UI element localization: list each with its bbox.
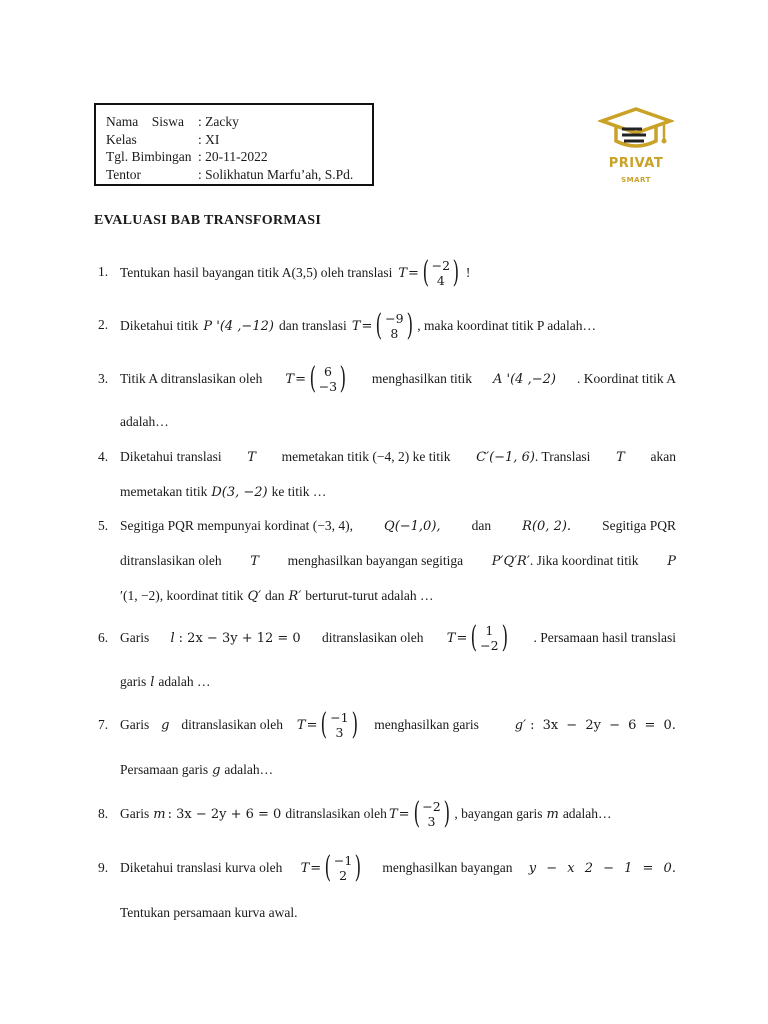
question-line — [120, 484, 676, 500]
question-line — [120, 414, 676, 430]
math-symbol: T — [616, 449, 625, 465]
translation-vector — [398, 255, 461, 290]
info-label: Tgl. Bimbingan — [106, 149, 192, 164]
equals-sign: = — [306, 717, 318, 733]
vector-bottom: −3 — [318, 379, 338, 394]
math-symbol: m — [546, 806, 559, 822]
question-text: ditranslasikan oleh — [120, 553, 222, 568]
math-expression: Q(−1,0), — [384, 518, 441, 534]
question-number: 1. — [98, 264, 109, 279]
math-symbol: T — [250, 553, 259, 569]
question-text: dan — [471, 518, 492, 533]
question-text: Tentukan hasil bayangan titik A(3,5) oleh translasi — [120, 265, 393, 280]
question-number: 8. — [98, 806, 109, 821]
question-line — [120, 851, 676, 885]
info-label: Nama Siswa — [106, 114, 184, 129]
vector-symbol: T — [388, 806, 398, 822]
right-paren: ) — [351, 707, 358, 742]
question-text: adalah… — [224, 762, 274, 777]
question-text: memetakan titik — [120, 484, 208, 499]
vector-top: 6 — [323, 364, 332, 379]
question-text: Tentukan persamaan kurva awal. — [120, 905, 298, 920]
vector-symbol: T — [446, 630, 456, 646]
question-text: ! — [465, 265, 471, 280]
left-paren: ( — [422, 255, 430, 290]
math-symbol: l — [150, 674, 155, 690]
vector-bottom: 8 — [390, 326, 399, 341]
vector-bottom: 4 — [436, 273, 445, 288]
vector-top: −9 — [385, 311, 404, 326]
question-text: Garis — [120, 630, 150, 645]
math-expression: C′(−1, 6) — [476, 450, 535, 465]
left-paren: ( — [321, 707, 328, 742]
info-label: Tentor — [106, 166, 142, 182]
question-line — [120, 309, 676, 343]
left-paren: ( — [413, 796, 420, 831]
question-number: 2. — [98, 317, 109, 332]
question-3 — [94, 362, 676, 434]
question-text: ditranslasikan oleh — [181, 717, 283, 732]
info-value: : Solikhatun Marfu’ah, S.Pd. — [198, 166, 354, 182]
equals-sign: = — [295, 371, 306, 387]
vector-bottom: 3 — [335, 725, 344, 740]
translation-vector — [300, 850, 364, 885]
vector-bottom: 2 — [339, 868, 348, 883]
vector-top: −1 — [330, 710, 349, 725]
math-expression: P′Q′R′ — [491, 554, 530, 569]
question-line — [120, 449, 676, 465]
question-text: adalah… — [120, 414, 169, 429]
vector-components — [385, 311, 403, 341]
question-text: memetakan titik (−4, 2) ke titik — [281, 449, 451, 464]
question-line — [120, 762, 676, 778]
student-info-box — [94, 103, 374, 186]
info-row-name — [106, 113, 372, 131]
info-row-class — [106, 131, 372, 149]
question-6 — [94, 621, 676, 693]
question-text: ke titik … — [271, 484, 327, 499]
left-paren: ( — [471, 620, 478, 655]
math-symbol: g — [161, 717, 170, 733]
info-row-tutor — [106, 166, 372, 184]
question-text: . Translasi — [534, 449, 591, 464]
privat-smart-logo — [598, 103, 674, 193]
vector-symbol: T — [296, 717, 306, 733]
translation-vector — [351, 308, 415, 343]
math-expression: : 3x − 2y + 6 = 0 — [167, 806, 282, 822]
left-paren: ( — [309, 361, 317, 396]
right-paren: ) — [443, 796, 450, 831]
question-line — [120, 256, 676, 290]
question-5 — [94, 518, 676, 608]
equals-sign: = — [310, 860, 322, 876]
question-line — [120, 553, 676, 569]
right-paren: ) — [452, 255, 460, 290]
right-paren: ) — [406, 308, 413, 343]
question-text: Persamaan garis — [120, 762, 209, 777]
question-line — [120, 518, 676, 534]
info-row-date — [106, 148, 372, 166]
math-symbol: g′ — [514, 718, 527, 733]
question-number: 7. — [98, 717, 109, 732]
math-symbol: l — [170, 631, 175, 646]
question-text: Titik A ditranslasikan oleh — [120, 371, 263, 386]
equals-sign: = — [398, 806, 410, 822]
question-line — [120, 621, 676, 655]
question-number: 6. — [98, 630, 109, 645]
question-line — [120, 905, 676, 921]
question-text: Garis — [120, 717, 150, 732]
question-text: menghasilkan garis — [374, 717, 479, 732]
question-text: dan — [265, 588, 285, 603]
question-7 — [94, 708, 676, 780]
question-text: Garis — [120, 806, 150, 821]
vector-components — [334, 853, 352, 883]
equals-sign: = — [408, 265, 419, 281]
vector-top: 1 — [485, 623, 494, 638]
question-text: . Persamaan hasil translasi — [533, 630, 676, 645]
logo-subtitle: SMART — [621, 176, 651, 184]
question-text: menghasilkan titik — [371, 371, 472, 386]
question-text: Segitiga PQR mempunyai kordinat (−3, 4), — [120, 518, 353, 533]
translation-vector — [285, 361, 348, 396]
question-number: 3. — [98, 371, 109, 386]
vector-symbol: T — [300, 860, 310, 876]
math-expression: y − x 2 − 1 = 0. — [528, 860, 676, 876]
math-expression: R(0, 2). — [522, 518, 572, 534]
vector-top: −1 — [333, 853, 353, 868]
question-line — [120, 362, 676, 396]
question-line — [120, 796, 676, 832]
vector-bottom: −2 — [480, 638, 499, 653]
question-text: , bayangan garis — [454, 806, 543, 821]
question-number: 5. — [98, 518, 109, 533]
math-symbol: R′ — [288, 588, 302, 604]
question-text: Diketahui translasi kurva oleh — [120, 860, 283, 875]
question-1 — [94, 256, 676, 290]
left-paren: ( — [324, 850, 332, 885]
question-text: menghasilkan bayangan segitiga — [287, 553, 464, 568]
left-paren: ( — [376, 308, 383, 343]
question-text: berturut-turut adalah … — [305, 588, 434, 603]
question-line — [120, 708, 676, 742]
equals-sign: = — [456, 630, 468, 646]
question-2 — [94, 309, 676, 343]
right-paren: ) — [501, 620, 508, 655]
info-label: Kelas — [106, 131, 137, 147]
vector-symbol: T — [351, 318, 361, 334]
equals-sign: = — [361, 318, 373, 334]
vector-components — [480, 623, 498, 653]
info-value: : Zacky — [198, 114, 239, 129]
translation-vector — [388, 796, 452, 831]
info-value: : 20-11-2022 — [198, 149, 268, 164]
question-number: 9. — [98, 860, 109, 875]
math-symbol: T — [247, 449, 256, 465]
question-text: adalah… — [562, 806, 612, 821]
question-text: adalah … — [158, 674, 211, 689]
question-line — [120, 588, 676, 604]
math-expression: P '(4 ,−12) — [203, 318, 274, 334]
question-text: menghasilkan bayangan — [382, 860, 513, 875]
question-text: . Jika koordinat titik — [529, 553, 639, 568]
question-9 — [94, 851, 676, 923]
question-text: . Koordinat titik A — [576, 371, 676, 386]
question-text: akan — [650, 449, 676, 464]
question-text: ditranslasikan oleh — [321, 630, 424, 645]
math-symbol: P — [667, 553, 676, 569]
question-number: 4. — [98, 449, 109, 464]
question-text: Diketahui titik — [120, 318, 199, 333]
vector-components — [432, 258, 450, 288]
question-text: , maka koordinat titik P adalah… — [417, 318, 596, 333]
graduation-cap-icon — [598, 103, 674, 155]
right-paren: ) — [354, 850, 362, 885]
vector-components — [330, 710, 348, 740]
vector-components — [422, 799, 440, 829]
vector-top: −2 — [431, 258, 451, 273]
question-text: ditranslasikan oleh — [285, 806, 387, 821]
question-line — [120, 674, 676, 690]
vector-symbol: T — [398, 265, 408, 281]
vector-components — [319, 364, 337, 394]
question-text: garis — [120, 674, 147, 689]
translation-vector — [296, 707, 360, 742]
question-text: ′(1, −2), koordinat titik — [120, 588, 244, 603]
math-symbol: g — [212, 762, 221, 778]
right-paren: ) — [339, 361, 347, 396]
math-symbol: Q′ — [247, 588, 262, 604]
vector-symbol: T — [285, 371, 295, 387]
question-text: Segitiga PQR — [602, 518, 676, 533]
logo-title: PRIVAT — [608, 156, 664, 171]
vector-top: −2 — [422, 799, 441, 814]
page-title: EVALUASI BAB TRANSFORMASI — [94, 213, 322, 228]
math-expression: : 2x − 3y + 12 = 0 — [178, 631, 301, 646]
math-expression: : 3x − 2y − 6 = 0. — [530, 718, 676, 733]
vector-bottom: 3 — [427, 814, 436, 829]
math-symbol: m — [153, 806, 166, 822]
math-expression: A '(4 ,−2) — [493, 371, 556, 387]
translation-vector — [446, 620, 510, 655]
info-value: : XI — [198, 131, 220, 147]
math-expression: D(3, −2) — [211, 484, 268, 500]
question-8 — [94, 796, 676, 832]
question-4 — [94, 449, 676, 501]
question-text: dan translasi — [278, 318, 347, 333]
question-text: Diketahui translasi — [120, 449, 222, 464]
